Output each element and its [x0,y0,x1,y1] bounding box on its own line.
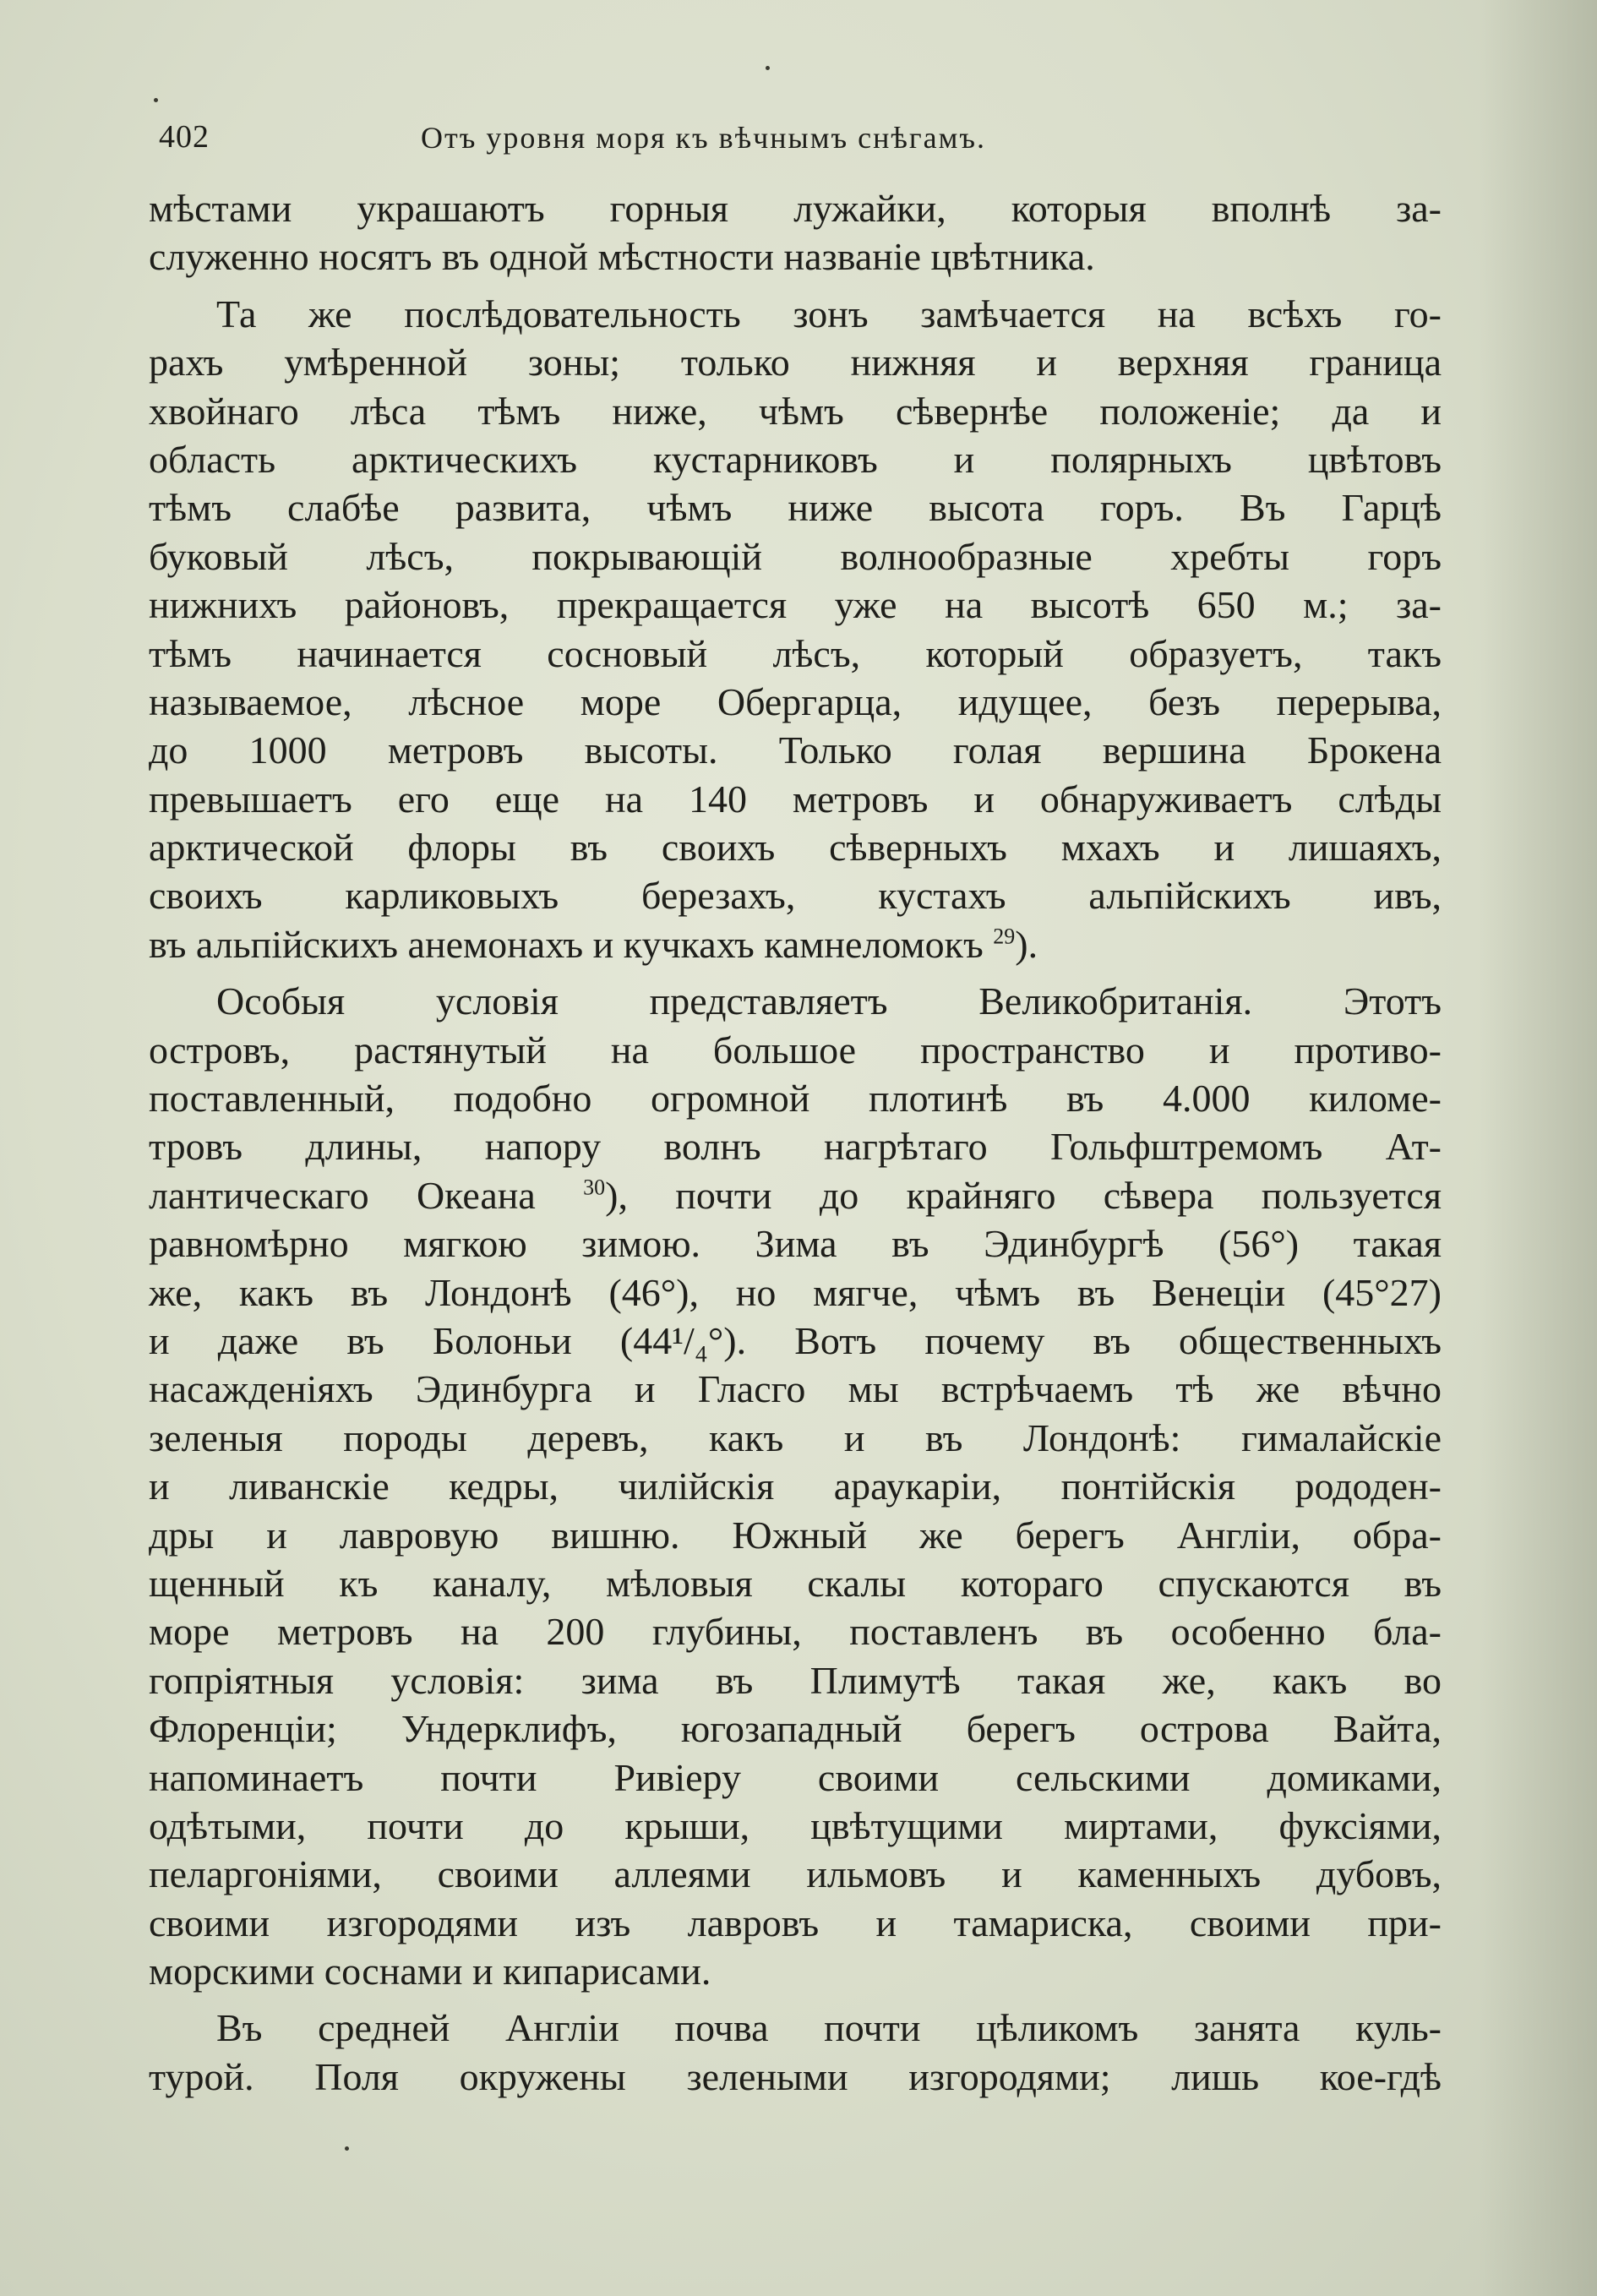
text-line: и ливанскіе кедры, чилійскія араукаріи, понтійскія рододен- [149,1464,1442,1508]
text-line: гопріятныя условія: зима въ Плимутѣ такая же, какъ во [149,1658,1442,1702]
text-line: называемое, лѣсное море Обергарца, идущее, безъ перерыва, [149,679,1442,723]
page-edge-shadow [1479,0,1597,2296]
page-header [159,118,1443,169]
paragraph [149,2004,1442,2101]
text-line: тровъ длины, напору волнъ нагрѣтаго Гольфштремомъ Ат- [149,1125,1442,1169]
text-line: превышаетъ его еще на 140 метровъ и обнаруживаетъ слѣды [149,777,1442,821]
page-number: 402 [159,119,210,155]
text-line: тѣмъ начинается сосновый лѣсъ, который образуетъ, такъ [149,631,1442,675]
paragraph [149,290,1442,968]
text-line [149,1171,1442,1219]
body-text [149,184,1442,2101]
text-fragment: въ альпійскихъ анемонахъ и кучкахъ камнеломокъ [149,922,984,966]
text-line: арктической флоры въ своихъ сѣверныхъ мхахъ и лишаяхъ, [149,826,1442,870]
text-line: нижнихъ районовъ, прекращается уже на высотѣ 650 м.; за- [149,583,1442,627]
text-line: пеларгоніями, своими аллеями ильмовъ и каменныхъ дубовъ, [149,1852,1442,1896]
paper-speck [154,98,158,102]
text-line: Та же послѣдовательность зонъ замѣчается на всѣхъ го- [216,292,1442,335]
paragraph [149,977,1442,1995]
text-line: насажденіяхъ Эдинбурга и Гласго мы встрѣчаемъ тѣ же вѣчно [149,1367,1442,1411]
text-line: щенный къ каналу, мѣловыя скалы котораго спускаются въ [149,1561,1442,1605]
text-line: своими изгородями изъ лавровъ и тамариска, своими при- [149,1901,1442,1944]
text-line: же, какъ въ Лондонѣ (46°), но мягче, чѣмъ въ Венеціи (45°27) [149,1270,1442,1314]
text-line: Въ средней Англіи почва почти цѣликомъ занята куль- [216,2006,1442,2050]
text-line: Флоренціи; Ундерклифъ, югозападный берегъ острова Вайта, [149,1707,1442,1751]
running-title: Отъ уровня моря къ вѣчнымъ снѣгамъ. [421,121,987,155]
text-line: своихъ карликовыхъ березахъ, кустахъ альпійскихъ ивъ, [149,874,1442,918]
text-line: буковый лѣсъ, покрывающій волнообразные хребты горъ [149,534,1442,578]
text-fragment: лантическаго Океана [149,1173,536,1217]
text-line [149,920,1442,968]
text-line: дры и лавровую вишню. Южный же берегъ Англіи, обра- [149,1513,1442,1557]
text-line: рахъ умѣренной зоны; только нижняя и верхняя граница [149,341,1442,384]
text-line: область арктическихъ кустарниковъ и полярныхъ цвѣтовъ [149,437,1442,481]
text-line: напоминаетъ почти Ривіеру своими сельскими домиками, [149,1755,1442,1799]
text-line: равномѣрно мягкою зимою. Зима въ Эдинбургѣ (56°) такая [149,1222,1442,1266]
text-line: зеленыя породы деревъ, какъ и въ Лондонѣ: гималайскіе [149,1415,1442,1459]
text-line: морскими соснами и кипарисами. [149,1950,711,1993]
text-line: мѣстами украшаютъ горныя лужайки, которыя вполнѣ за- [149,187,1442,230]
paper-speck [345,2146,349,2151]
text-line: одѣтыми, почти до крыши, цвѣтущими миртами, фуксіями, [149,1803,1442,1847]
text-line: до 1000 метровъ высоты. Только голая вершина Брокена [149,728,1442,772]
text-fragment: ), почти до крайняго сѣвера пользуется [605,1173,1442,1217]
text-line: служенно носятъ въ одной мѣстности названіе цвѣтника. [149,235,1095,279]
text-line: море метровъ на 200 глубины, поставленъ въ особенно бла- [149,1610,1442,1654]
text-fragment: ). [1015,922,1038,966]
footnote-ref: 30 [583,1175,606,1200]
paper-speck [766,66,770,70]
paragraph [149,184,1442,281]
text-line: турой. Поля окружены зелеными изгородями; лишь кое-гдѣ [149,2054,1442,2098]
text-line: хвойнаго лѣса тѣмъ ниже, чѣмъ сѣвернѣе положеніе; да и [149,389,1442,433]
text-line: и даже въ Болоньи (44¹/₄°). Вотъ почему въ общественныхъ [149,1318,1442,1362]
text-line: тѣмъ слабѣе развита, чѣмъ ниже высота горъ. Въ Гарцѣ [149,486,1442,530]
text-line: Особыя условія представляетъ Великобританія. Этотъ [216,979,1442,1023]
text-line: островъ, растянутый на большое пространство и противо- [149,1028,1442,1072]
footnote-ref: 29 [993,924,1016,949]
text-line: поставленный, подобно огромной плотинѣ въ 4.000 киломе- [149,1077,1442,1121]
